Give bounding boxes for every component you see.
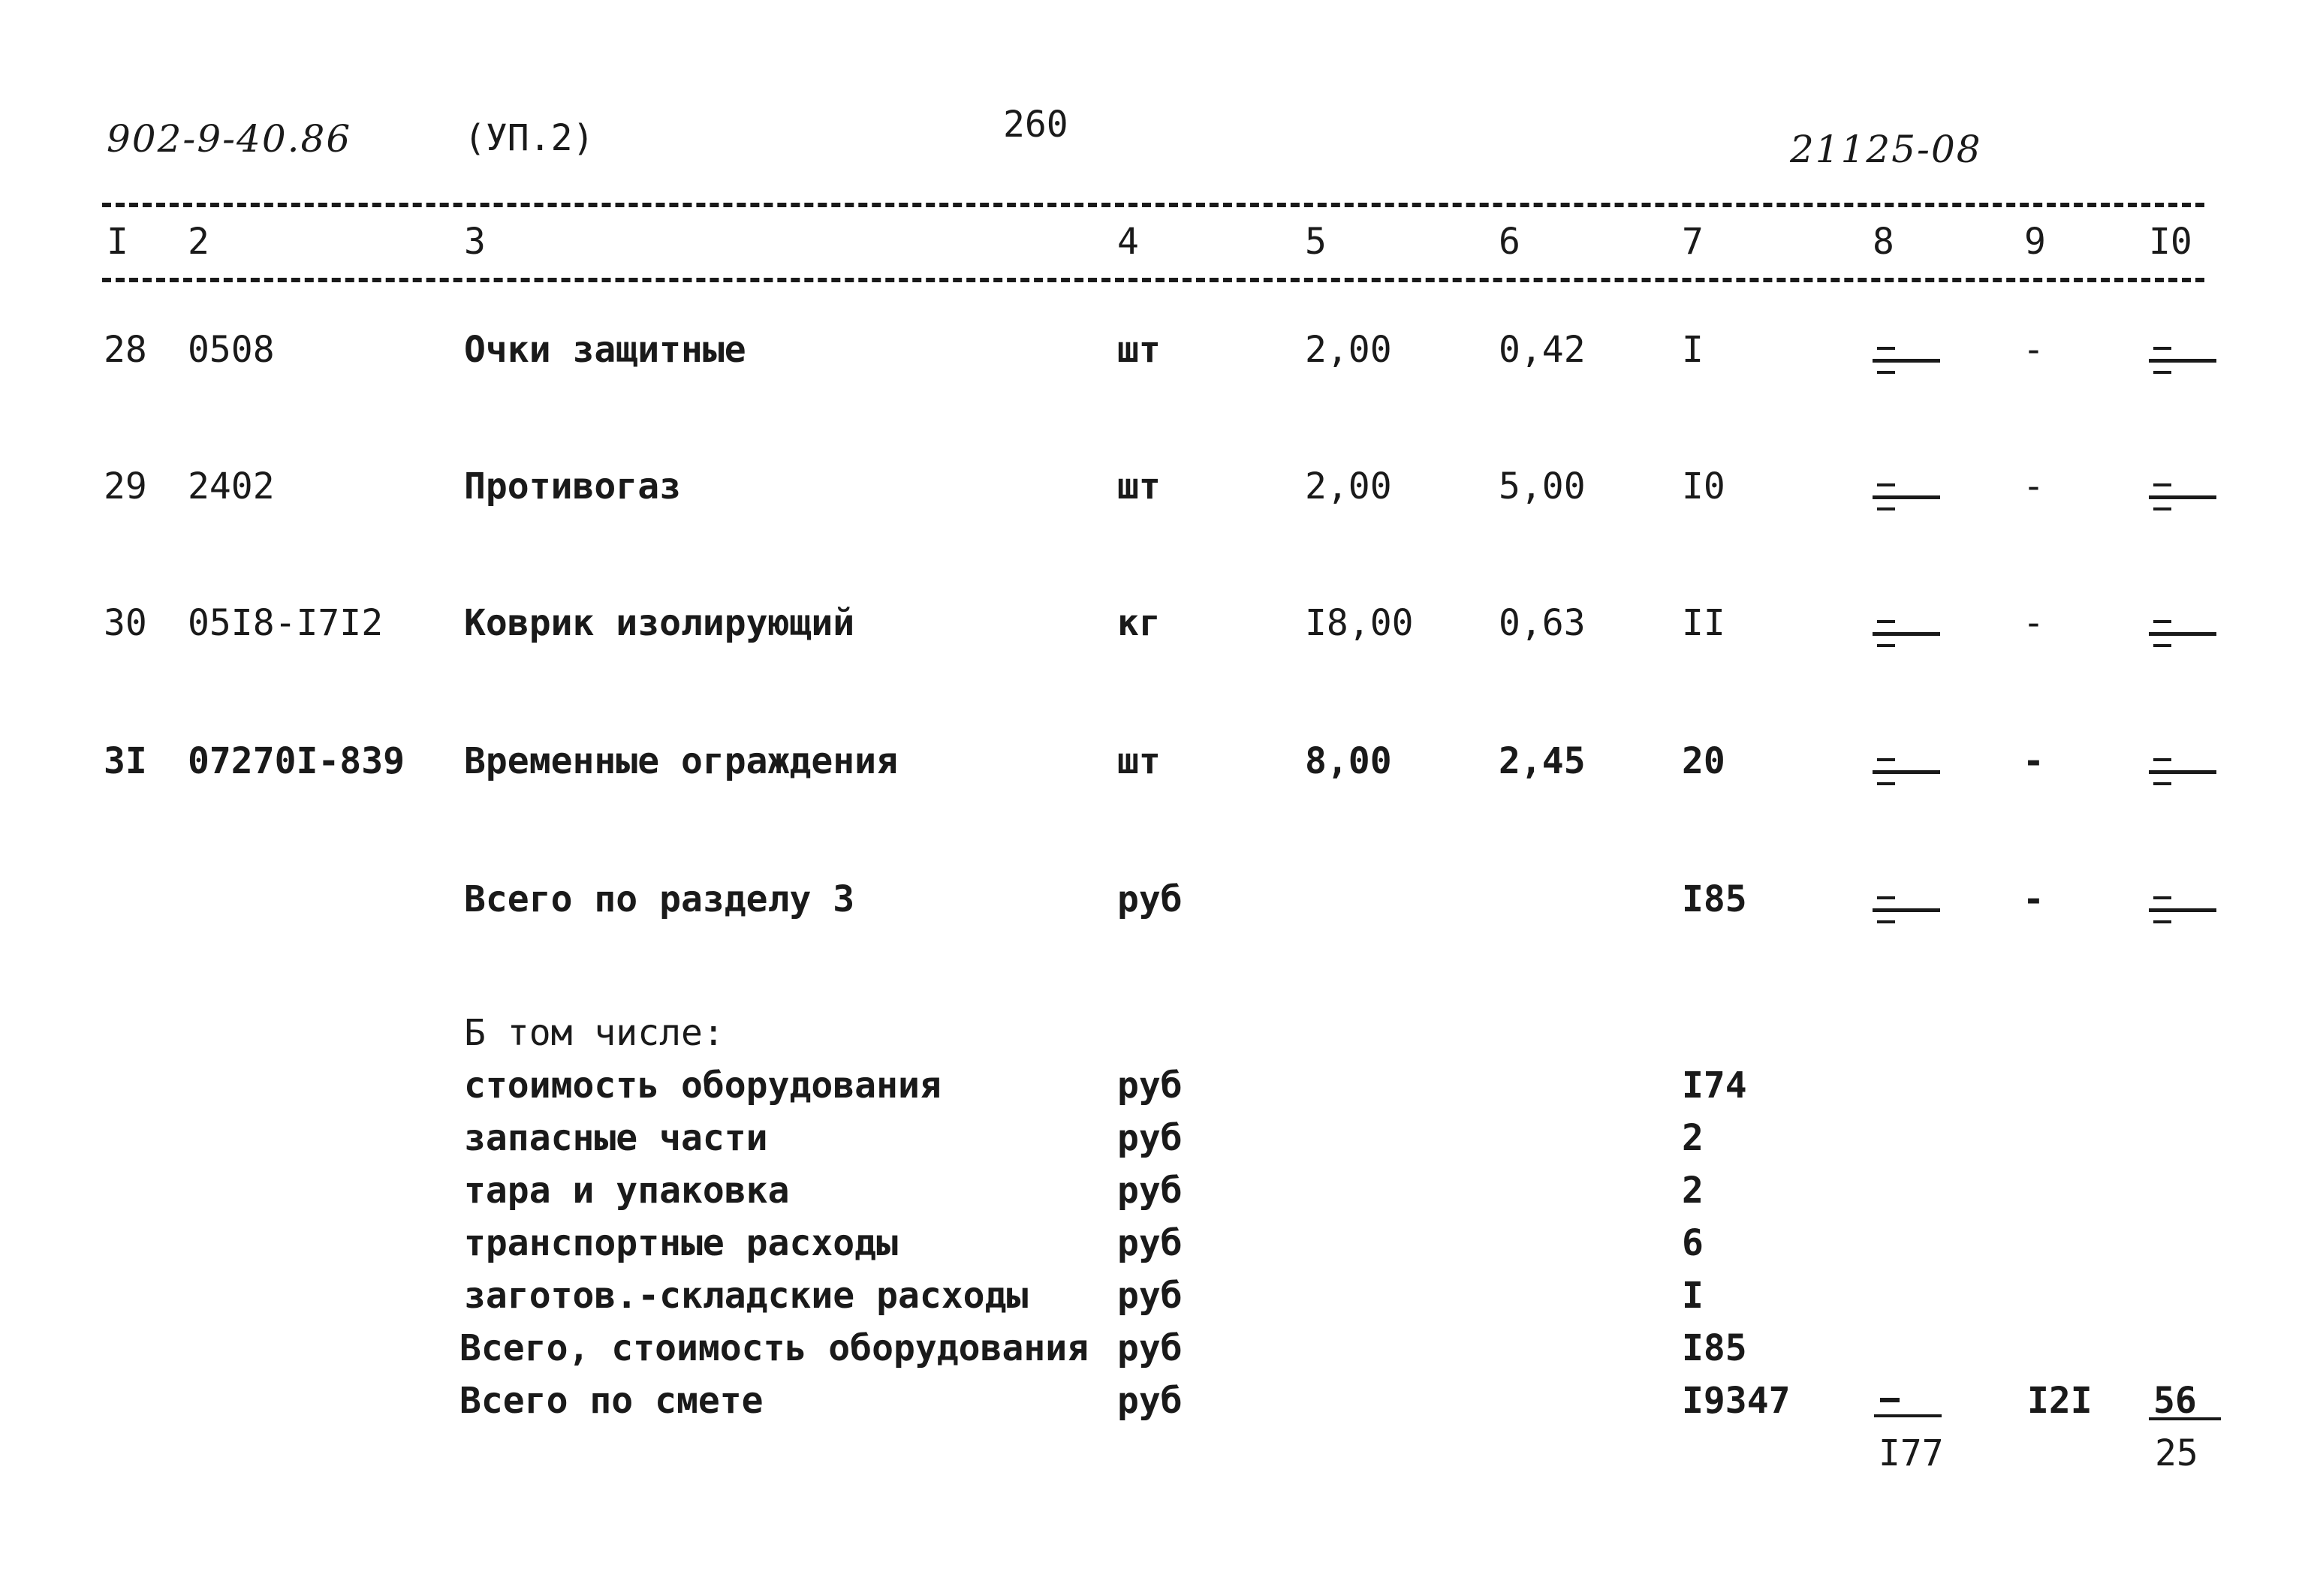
col-4-header: 4: [1117, 221, 1139, 263]
album-code: (УП.2): [464, 117, 595, 159]
breakdown-unit: руб: [1117, 1275, 1183, 1317]
breakdown-label: стоимость оборудования: [464, 1065, 942, 1107]
inventory-number: 21125-08: [1790, 128, 1982, 171]
breakdown-label: заготов.-складские расходы: [464, 1275, 1029, 1317]
col-10-empty-mark: [2149, 483, 2221, 513]
col-6-header: 6: [1499, 221, 1520, 263]
row-total: I: [1682, 329, 1704, 371]
estimate-total-unit: руб: [1117, 1380, 1183, 1422]
breakdown-label: запасные части: [464, 1117, 768, 1159]
col-8-empty-mark: [1873, 347, 1945, 377]
col-9-value: -: [2023, 329, 2044, 371]
row-total: 20: [1682, 740, 1725, 782]
breakdown-unit: руб: [1117, 1327, 1183, 1369]
row-total: II: [1682, 602, 1725, 644]
col-8-fraction-line: [1874, 1414, 1942, 1417]
col-10-bottom-value: 25: [2155, 1432, 2198, 1474]
col-2-header: 2: [188, 221, 209, 263]
col-8-empty-mark: [1873, 620, 1945, 650]
row-number: 30: [104, 602, 147, 644]
row-unit: шт: [1117, 740, 1161, 782]
row-number: 3I: [104, 740, 147, 782]
row-quantity: I8,00: [1305, 602, 1414, 644]
row-quantity: 2,00: [1305, 329, 1392, 371]
breakdown-label: Всего, стоимость оборудования: [459, 1327, 1089, 1369]
col-3-header: 3: [464, 221, 486, 263]
col-9-value: -: [2023, 465, 2044, 507]
row-code: 0508: [188, 329, 275, 371]
col-8-header: 8: [1873, 221, 1894, 263]
row-unit: шт: [1117, 329, 1161, 371]
row-code: 2402: [188, 465, 275, 507]
col-10-empty-mark: [2149, 896, 2221, 926]
row-unit: кг: [1117, 602, 1161, 644]
breakdown-unit: руб: [1117, 1222, 1183, 1264]
breakdown-value: 2: [1682, 1170, 1704, 1212]
estimate-total-value: I9347: [1682, 1380, 1791, 1422]
row-name: Коврик изолирующий: [464, 602, 855, 644]
row-name: Очки защитные: [464, 329, 746, 371]
col-8-dash-mark: [1880, 1398, 1900, 1402]
col-10-header: I0: [2149, 221, 2192, 263]
section-total-unit: руб: [1117, 878, 1183, 920]
header-rule-top: [102, 203, 2204, 207]
col-10-fraction-line: [2149, 1417, 2221, 1420]
breakdown-label: тара и упаковка: [464, 1170, 790, 1212]
breakdown-value: I: [1682, 1275, 1704, 1317]
breakdown-value: I85: [1682, 1327, 1747, 1369]
breakdown-value: 6: [1682, 1222, 1704, 1264]
row-price: 5,00: [1499, 465, 1586, 507]
breakdown-heading: Б том числе:: [464, 1012, 725, 1054]
col-10-empty-mark: [2149, 347, 2221, 377]
col-8-empty-mark: [1873, 896, 1945, 926]
col-8-bottom-value: I77: [1879, 1432, 1944, 1474]
row-unit: шт: [1117, 465, 1161, 507]
col-9-value: -: [2023, 740, 2044, 782]
row-price: 2,45: [1499, 740, 1586, 782]
row-code: 07270I-839: [188, 740, 405, 782]
col-10-empty-mark: [2149, 620, 2221, 650]
col-9-value: -: [2023, 878, 2044, 920]
section-total-value: I85: [1682, 878, 1747, 920]
breakdown-unit: руб: [1117, 1117, 1183, 1159]
col-10-empty-mark: [2149, 758, 2221, 788]
breakdown-value: I74: [1682, 1065, 1747, 1107]
header-rule-bottom: [102, 278, 2204, 282]
row-quantity: 2,00: [1305, 465, 1392, 507]
col-8-empty-mark: [1873, 483, 1945, 513]
estimate-total-label: Всего по смете: [459, 1380, 764, 1422]
row-total: I0: [1682, 465, 1725, 507]
row-code: 05I8-I7I2: [188, 602, 384, 644]
col-1-header: I: [107, 221, 128, 263]
col-10-top-value: 56: [2153, 1380, 2197, 1422]
row-price: 0,42: [1499, 329, 1586, 371]
col-9-value: I2I: [2027, 1380, 2093, 1422]
row-price: 0,63: [1499, 602, 1586, 644]
col-8-empty-mark: [1873, 758, 1945, 788]
col-7-header: 7: [1682, 221, 1704, 263]
project-code: 902-9-40.86: [107, 117, 352, 161]
col-5-header: 5: [1305, 221, 1327, 263]
breakdown-unit: руб: [1117, 1170, 1183, 1212]
section-total-label: Всего по разделу 3: [464, 878, 855, 920]
row-number: 29: [104, 465, 147, 507]
col-9-value: -: [2023, 602, 2044, 644]
page-number: 260: [1003, 104, 1068, 146]
breakdown-unit: руб: [1117, 1065, 1183, 1107]
col-9-header: 9: [2024, 221, 2046, 263]
row-quantity: 8,00: [1305, 740, 1392, 782]
breakdown-label: транспортные расходы: [464, 1222, 898, 1264]
breakdown-value: 2: [1682, 1117, 1704, 1159]
row-name: Временные ограждения: [464, 740, 898, 782]
row-number: 28: [104, 329, 147, 371]
row-name: Противогаз: [464, 465, 681, 507]
